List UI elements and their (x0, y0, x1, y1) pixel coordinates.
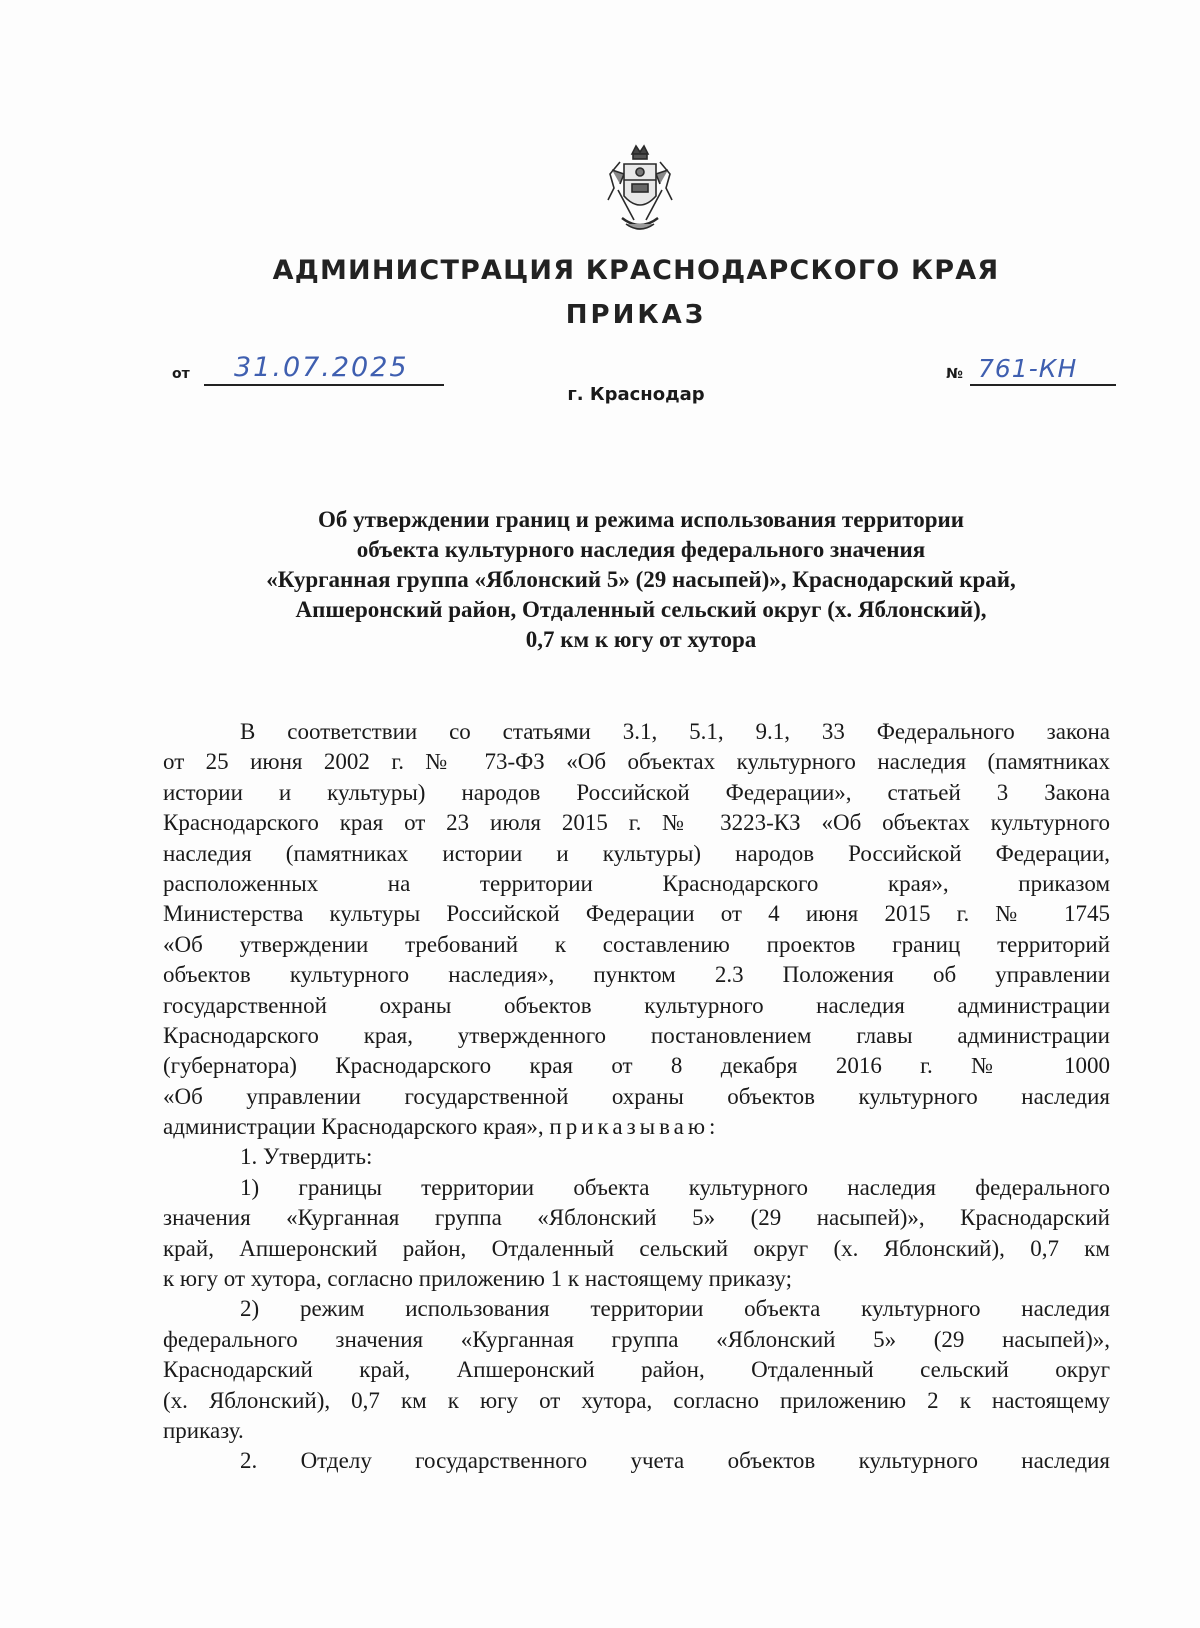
body-line: объектов культурного наследия», пунктом 2.3 Положения об управлении (163, 962, 1110, 988)
body-line: край, Апшеронский район, Отдаленный сельский округ (х. Яблонский), 0,7 км (163, 1235, 1110, 1261)
document-title (160, 505, 1122, 655)
krasnodar-krai-coat-of-arms-icon (600, 140, 680, 236)
document-body (163, 717, 1110, 1477)
body-line: (губернатора) Краснодарского края от 8 декабря 2016 г. № 1000 (163, 1053, 1110, 1079)
document-type: ПРИКАЗ (565, 300, 707, 330)
body-line: к югу от хутора, согласно приложению 1 к настоящему приказу; (163, 1266, 793, 1292)
body-line: В соответствии со статьями 3.1, 5.1, 9.1, 33 Федерального закона (240, 719, 1110, 744)
body-line: Краснодарский край, Апшеронский район, Отдаленный сельский округ (163, 1357, 1110, 1383)
order-word: приказываю: (549, 1114, 720, 1140)
body-line: приказу. (163, 1417, 244, 1443)
title-line: 0,7 км к югу от хутора (525, 627, 757, 652)
body-line: 2. Отделу государственного учета объектов культурного наследия (240, 1448, 1110, 1474)
body-line: Краснодарского края, утвержденного постановлением главы администрации (163, 1022, 1110, 1048)
body-line: расположенных на территории Краснодарского края», приказом (163, 870, 1110, 896)
title-line: «Курганная группа «Яблонский 5» (29 насыпей)», Краснодарский край, (266, 567, 1016, 592)
body-line: Краснодарского края от 23 июля 2015 г. № 3223-КЗ «Об объектах культурного (163, 810, 1110, 836)
date-handwritten-value: 31.07.2025 (234, 352, 409, 383)
item-1-heading: 1. Утвердить: (240, 1144, 373, 1170)
body-line: (х. Яблонский), 0,7 км к югу от хутора, согласно приложению 2 к настоящему (163, 1387, 1110, 1413)
title-line: Об утверждении границ и режима использования территории (317, 507, 965, 532)
number-prefix: № (946, 366, 963, 382)
body-line: наследия (памятниках истории и культуры) народов Российской Федерации, (163, 840, 1110, 866)
city: г. Краснодар (567, 384, 705, 405)
body-line: 1) границы территории объекта культурного наследия федерального (240, 1174, 1110, 1200)
date-prefix: от (172, 366, 190, 382)
body-line: «Об управлении государственной охраны объектов культурного наследия (163, 1083, 1110, 1109)
body-line: истории и культуры) народов Российской Федерации», статьей 3 Закона (163, 779, 1110, 805)
body-line: «Об утверждении требований к составлению проектов границ территорий (163, 931, 1110, 957)
organization-name: АДМИНИСТРАЦИЯ КРАСНОДАРСКОГО КРАЯ (272, 255, 1000, 286)
title-line: Апшеронский район, Отдаленный сельский округ (х. Яблонский), (295, 597, 987, 622)
body-line: 2) режим использования территории объекта культурного наследия (240, 1296, 1110, 1322)
body-line: значения «Курганная группа «Яблонский 5» (29 насыпей)», Краснодарский (163, 1205, 1110, 1231)
body-line: федерального значения «Курганная группа «Яблонский 5» (29 насыпей)», (163, 1326, 1110, 1352)
preamble-end: администрации Краснодарского края», (163, 1114, 544, 1140)
body-line-order (163, 1112, 1110, 1142)
number-handwritten-value: 761-КН (978, 354, 1078, 383)
body-line: государственной охраны объектов культурного наследия администрации (163, 992, 1110, 1018)
body-line: от 25 июня 2002 г. № 73-ФЗ «Об объектах культурного наследия (памятниках (163, 749, 1110, 775)
body-line: Министерства культуры Российской Федерации от 4 июня 2015 г. № 1745 (163, 901, 1110, 927)
title-line: объекта культурного наследия федерального значения (356, 537, 926, 562)
